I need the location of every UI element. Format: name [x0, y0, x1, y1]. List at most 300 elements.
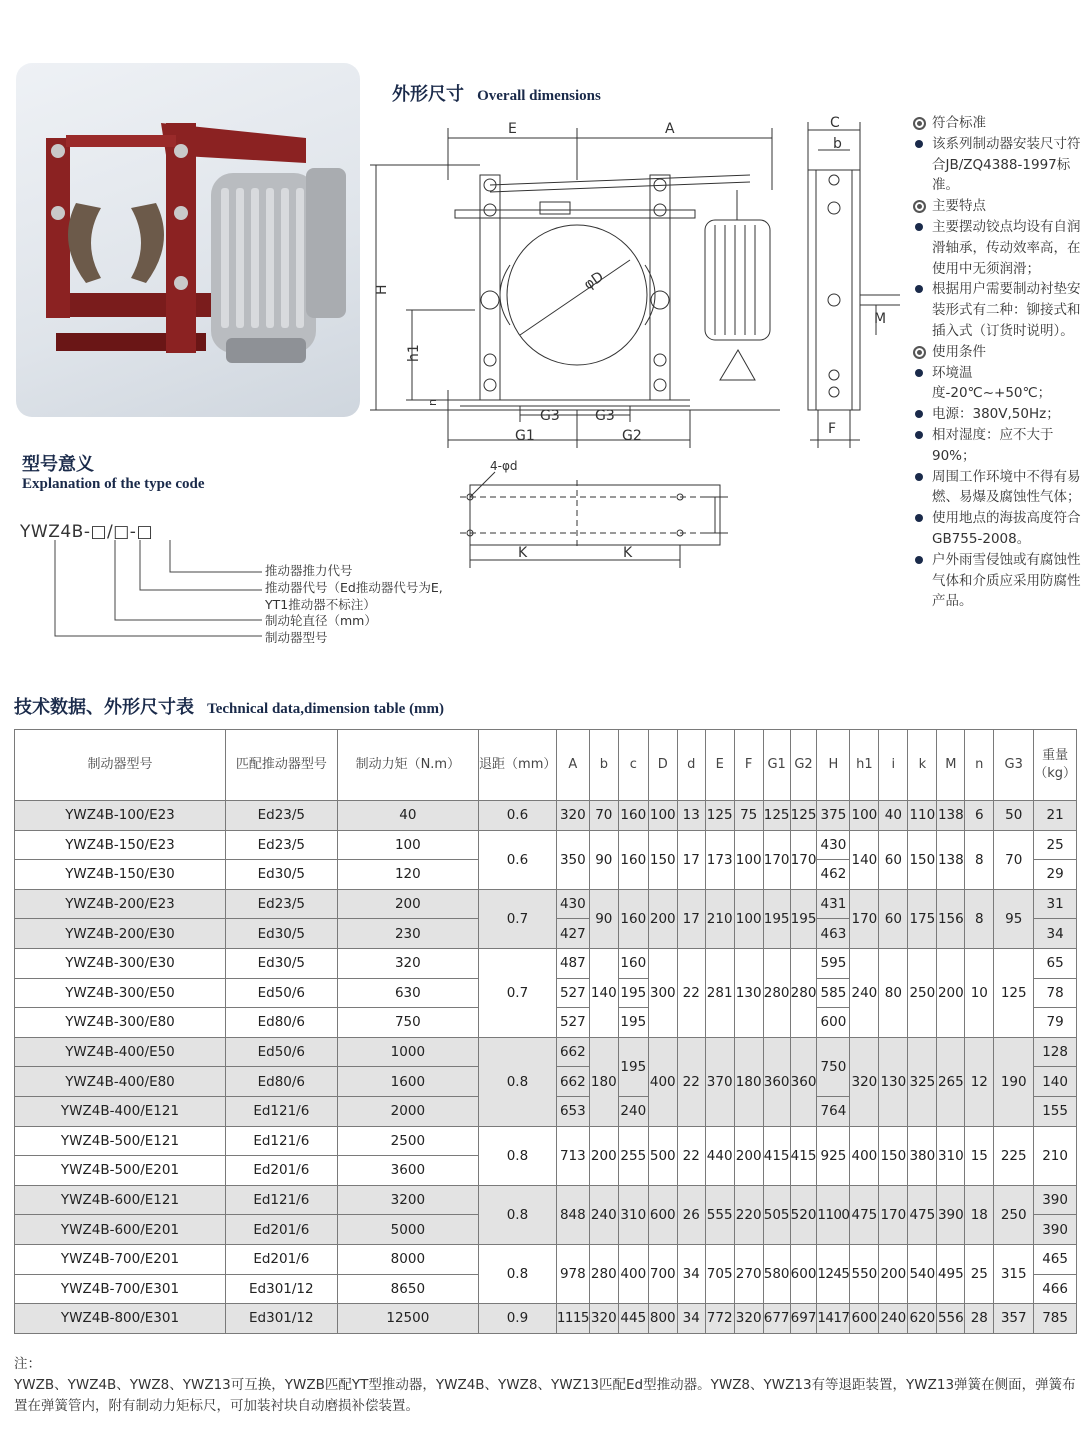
note-item: 相对湿度：应不大于90%； [910, 425, 1086, 467]
torque-cell: 1600 [337, 1067, 478, 1097]
cell-h1: 600 [850, 1304, 879, 1334]
table-row [15, 1185, 1077, 1215]
cell-d: 22 [677, 1037, 705, 1126]
torque-cell: 200 [337, 889, 478, 919]
type-code-leader-lines [20, 540, 270, 645]
cell-D: 600 [648, 1185, 677, 1244]
torque-cell: 8000 [337, 1244, 478, 1274]
cell-k: 380 [908, 1126, 937, 1185]
cell-G3: 250 [994, 1185, 1034, 1244]
model-cell: YWZ4B-200/E23 [15, 889, 226, 919]
model-cell: YWZ4B-200/E30 [15, 919, 226, 949]
note-item: 电源：380V,50Hz； [910, 404, 1086, 425]
weight-cell: 78 [1034, 978, 1077, 1008]
cell-h1: 170 [850, 889, 879, 948]
header-cell: k [908, 730, 937, 801]
cell-F: 270 [734, 1244, 763, 1303]
cell-A: 527 [556, 1008, 589, 1038]
cell-M: 200 [937, 948, 965, 1037]
cell-G3: 315 [994, 1244, 1034, 1303]
label-K2: K [623, 545, 633, 561]
table-row [15, 1037, 1077, 1067]
cell-E: 772 [705, 1304, 734, 1334]
cell-k: 175 [908, 889, 937, 948]
weight-cell: 140 [1034, 1067, 1077, 1097]
torque-cell: 1000 [337, 1037, 478, 1067]
legend-item: YT1推动器不标注） [265, 596, 376, 612]
cell-b: 280 [589, 1244, 618, 1303]
cell-G3: 190 [994, 1037, 1034, 1126]
model-cell: YWZ4B-500/E121 [15, 1126, 226, 1156]
note-item: 户外雨雪侵蚀或有腐蚀性气体和介质应采用防腐性产品。 [910, 550, 1086, 612]
model-cell: YWZ4B-100/E23 [15, 801, 226, 831]
cell-G2: 600 [790, 1244, 817, 1303]
torque-cell: 12500 [337, 1304, 478, 1334]
label-H: H [374, 284, 390, 295]
cell-b: 200 [589, 1126, 618, 1185]
cell-H: 375 [817, 801, 850, 831]
cell-A: 427 [556, 919, 589, 949]
label-G3a: G3 [540, 408, 560, 424]
cell-d: 26 [677, 1185, 705, 1244]
weight-cell: 65 [1034, 948, 1077, 978]
cell-c: 240 [618, 1096, 648, 1126]
header-cell: d [677, 730, 705, 801]
cell-M: 390 [937, 1185, 965, 1244]
torque-cell: 8650 [337, 1274, 478, 1304]
header-cell: 制动器型号 [15, 730, 226, 801]
cell-G3: 50 [994, 801, 1034, 831]
cell-i: 40 [879, 801, 908, 831]
label-G1: G1 [515, 428, 535, 444]
cell-i: 170 [879, 1185, 908, 1244]
clearance-cell: 0.8 [479, 1126, 557, 1185]
cell-M: 556 [937, 1304, 965, 1334]
label-G2: G2 [622, 428, 642, 444]
model-cell: YWZ4B-300/E30 [15, 948, 226, 978]
weight-cell: 785 [1034, 1304, 1077, 1334]
note-item: 环境温度-20℃~+50℃； [910, 363, 1086, 405]
features-notes [910, 113, 1086, 612]
cell-E: 125 [705, 801, 734, 831]
legend-item: 制动轮直径（mm） [265, 613, 377, 629]
cell-G1: 505 [763, 1185, 790, 1244]
weight-cell: 34 [1034, 919, 1077, 949]
cell-k: 325 [908, 1037, 937, 1126]
cell-b: 70 [589, 801, 618, 831]
model-cell: YWZ4B-800/E301 [15, 1304, 226, 1334]
cell-A: 350 [556, 830, 589, 889]
table-title [14, 693, 444, 719]
cell-A: 320 [556, 801, 589, 831]
cell-n: 12 [965, 1037, 994, 1126]
torque-cell: 40 [337, 801, 478, 831]
thruster-cell: Ed30/5 [225, 860, 337, 890]
footnote-label: 注： [14, 1356, 41, 1372]
model-cell: YWZ4B-600/E201 [15, 1215, 226, 1245]
technical-data-table [14, 729, 1077, 1334]
label-M: M [874, 311, 887, 327]
cell-G1: 677 [763, 1304, 790, 1334]
table-title-cn: 技术数据、外形尺寸表 [14, 697, 194, 718]
cell-E: 705 [705, 1244, 734, 1303]
cell-A: 1115 [556, 1304, 589, 1334]
cell-G1: 580 [763, 1244, 790, 1303]
cell-F: 130 [734, 948, 763, 1037]
cell-c: 160 [618, 889, 648, 948]
type-code-title-en: Explanation of the type code [22, 476, 205, 492]
cell-d: 22 [677, 948, 705, 1037]
cell-A: 487 [556, 948, 589, 978]
torque-cell: 100 [337, 830, 478, 860]
cell-b: 240 [589, 1185, 618, 1244]
header-cell: 匹配推动器型号 [225, 730, 337, 801]
cell-H: 1417 [817, 1304, 850, 1334]
cell-G1: 360 [763, 1037, 790, 1126]
cell-H: 1100 [817, 1185, 850, 1244]
cell-G2: 195 [790, 889, 817, 948]
note-heading: 主要特点 [910, 196, 1086, 217]
thruster-cell: Ed80/6 [225, 1067, 337, 1097]
cell-d: 34 [677, 1304, 705, 1334]
header-cell: 重量（kg） [1034, 730, 1077, 801]
clearance-cell: 0.7 [479, 889, 557, 948]
overall-dimensions-title-en: Overall dimensions [477, 88, 601, 104]
thruster-cell: Ed201/6 [225, 1215, 337, 1245]
thruster-cell: Ed80/6 [225, 1008, 337, 1038]
cell-H: 585 [817, 978, 850, 1008]
overall-dimensions-title [392, 80, 601, 106]
weight-cell: 21 [1034, 801, 1077, 831]
torque-cell: 3200 [337, 1185, 478, 1215]
cell-G2: 125 [790, 801, 817, 831]
cell-c: 195 [618, 978, 648, 1008]
cell-M: 138 [937, 830, 965, 889]
weight-cell: 210 [1034, 1126, 1077, 1185]
cell-c: 160 [618, 801, 648, 831]
cell-M: 265 [937, 1037, 965, 1126]
cell-k: 540 [908, 1244, 937, 1303]
model-cell: YWZ4B-300/E50 [15, 978, 226, 1008]
thruster-cell: Ed301/12 [225, 1274, 337, 1304]
cell-k: 150 [908, 830, 937, 889]
cell-G3: 225 [994, 1126, 1034, 1185]
label-h1: h1 [406, 344, 422, 362]
model-cell: YWZ4B-700/E201 [15, 1244, 226, 1274]
cell-k: 475 [908, 1185, 937, 1244]
header-cell: A [556, 730, 589, 801]
cell-G3: 95 [994, 889, 1034, 948]
label-A: A [665, 121, 675, 137]
weight-cell: 128 [1034, 1037, 1077, 1067]
cell-H: 463 [817, 919, 850, 949]
thruster-cell: Ed30/5 [225, 948, 337, 978]
cell-c: 310 [618, 1185, 648, 1244]
label-G3b: G3 [595, 408, 615, 424]
cell-c: 160 [618, 948, 648, 978]
header-cell: D [648, 730, 677, 801]
model-cell: YWZ4B-400/E80 [15, 1067, 226, 1097]
header-cell: E [705, 730, 734, 801]
weight-cell: 390 [1034, 1215, 1077, 1245]
cell-G1: 170 [763, 830, 790, 889]
cell-i: 240 [879, 1304, 908, 1334]
model-cell: YWZ4B-400/E121 [15, 1096, 226, 1126]
cell-b: 140 [589, 948, 618, 1037]
cell-G3: 357 [994, 1304, 1034, 1334]
cell-G2: 697 [790, 1304, 817, 1334]
cell-H: 925 [817, 1126, 850, 1185]
cell-c: 195 [618, 1037, 648, 1096]
clearance-cell: 0.6 [479, 830, 557, 889]
label-holes: 4-φd [490, 459, 518, 473]
clearance-cell: 0.6 [479, 801, 557, 831]
thruster-cell: Ed23/5 [225, 889, 337, 919]
cell-D: 700 [648, 1244, 677, 1303]
cell-d: 13 [677, 801, 705, 831]
cell-E: 281 [705, 948, 734, 1037]
cell-A: 653 [556, 1096, 589, 1126]
weight-cell: 390 [1034, 1185, 1077, 1215]
thruster-cell: Ed201/6 [225, 1244, 337, 1274]
cell-A: 662 [556, 1067, 589, 1097]
table-row [15, 1304, 1077, 1334]
torque-cell: 3600 [337, 1156, 478, 1186]
type-code: YWZ4B-□/□-□ [20, 522, 153, 542]
thruster-cell: Ed23/5 [225, 801, 337, 831]
header-cell: i [879, 730, 908, 801]
torque-cell: 750 [337, 1008, 478, 1038]
label-F: F [828, 421, 837, 437]
header-cell: G2 [790, 730, 817, 801]
legend-item: 制动器型号 [265, 630, 328, 646]
cell-i: 200 [879, 1244, 908, 1303]
thruster-cell: Ed301/12 [225, 1304, 337, 1334]
clearance-cell: 0.8 [479, 1185, 557, 1244]
cell-b: 320 [589, 1304, 618, 1334]
cell-G2: 170 [790, 830, 817, 889]
cell-G3: 70 [994, 830, 1034, 889]
cell-h1: 550 [850, 1244, 879, 1303]
label-phiD: φD [581, 268, 607, 294]
cell-i: 130 [879, 1037, 908, 1126]
model-cell: YWZ4B-150/E30 [15, 860, 226, 890]
model-cell: YWZ4B-150/E23 [15, 830, 226, 860]
thruster-cell: Ed50/6 [225, 1037, 337, 1067]
cell-M: 495 [937, 1244, 965, 1303]
cell-F: 100 [734, 830, 763, 889]
cell-D: 200 [648, 889, 677, 948]
torque-cell: 2500 [337, 1126, 478, 1156]
cell-F: 220 [734, 1185, 763, 1244]
dimension-drawing [360, 110, 900, 580]
header-cell: M [937, 730, 965, 801]
overall-dimensions-title-cn: 外形尺寸 [392, 84, 464, 105]
note-item: 主要摆动铰点均设有自润滑轴承，传动效率高，在使用中无须润滑； [910, 217, 1086, 279]
table-row [15, 1244, 1077, 1274]
cell-E: 173 [705, 830, 734, 889]
weight-cell: 155 [1034, 1096, 1077, 1126]
cell-D: 150 [648, 830, 677, 889]
cell-M: 156 [937, 889, 965, 948]
note-heading: 使用条件 [910, 342, 1086, 363]
header-cell: 退距（mm） [479, 730, 557, 801]
cell-h1: 400 [850, 1126, 879, 1185]
cell-d: 17 [677, 830, 705, 889]
cell-d: 22 [677, 1126, 705, 1185]
cell-c: 255 [618, 1126, 648, 1185]
cell-H: 431 [817, 889, 850, 919]
weight-cell: 31 [1034, 889, 1077, 919]
cell-D: 300 [648, 948, 677, 1037]
note-item: 该系列制动器安装尺寸符合JB/ZQ4388-1997标准。 [910, 134, 1086, 196]
model-cell: YWZ4B-700/E301 [15, 1274, 226, 1304]
cell-k: 620 [908, 1304, 937, 1334]
cell-b: 90 [589, 830, 618, 889]
cell-G2: 360 [790, 1037, 817, 1126]
cell-D: 100 [648, 801, 677, 831]
torque-cell: 5000 [337, 1215, 478, 1245]
cell-E: 440 [705, 1126, 734, 1185]
cell-F: 320 [734, 1304, 763, 1334]
table-row [15, 948, 1077, 978]
thruster-cell: Ed121/6 [225, 1126, 337, 1156]
cell-h1: 240 [850, 948, 879, 1037]
torque-cell: 630 [337, 978, 478, 1008]
table-title-en: Technical data,dimension table (mm) [207, 701, 445, 717]
table-row [15, 889, 1077, 919]
clearance-cell: 0.9 [479, 1304, 557, 1334]
cell-H: 750 [817, 1037, 850, 1096]
cell-A: 848 [556, 1185, 589, 1244]
note-item: 周围工作环境中不得有易燃、易爆及腐蚀性气体； [910, 467, 1086, 509]
weight-cell: 466 [1034, 1274, 1077, 1304]
cell-i: 60 [879, 830, 908, 889]
table-row [15, 801, 1077, 831]
cell-D: 800 [648, 1304, 677, 1334]
clearance-cell: 0.7 [479, 948, 557, 1037]
thruster-cell: Ed23/5 [225, 830, 337, 860]
clearance-cell: 0.8 [479, 1037, 557, 1126]
cell-E: 555 [705, 1185, 734, 1244]
type-code-legend [265, 563, 443, 647]
cell-h1: 140 [850, 830, 879, 889]
note-heading: 符合标准 [910, 113, 1086, 134]
model-cell: YWZ4B-400/E50 [15, 1037, 226, 1067]
header-cell: 制动力矩（N.m） [337, 730, 478, 801]
cell-H: 430 [817, 830, 850, 860]
legend-item: 推动器代号（Ed推动器代号为E, [265, 579, 443, 595]
table-header-row [15, 730, 1077, 801]
cell-E: 370 [705, 1037, 734, 1126]
type-code-title-cn: 型号意义 [22, 454, 94, 475]
cell-A: 978 [556, 1244, 589, 1303]
cell-c: 445 [618, 1304, 648, 1334]
cell-n: 18 [965, 1185, 994, 1244]
cell-G3: 125 [994, 948, 1034, 1037]
header-cell: n [965, 730, 994, 801]
model-cell: YWZ4B-500/E201 [15, 1156, 226, 1186]
thruster-cell: Ed121/6 [225, 1096, 337, 1126]
cell-c: 160 [618, 830, 648, 889]
label-K1: K [518, 545, 528, 561]
cell-G1: 195 [763, 889, 790, 948]
header-cell: G1 [763, 730, 790, 801]
cell-h1: 475 [850, 1185, 879, 1244]
torque-cell: 230 [337, 919, 478, 949]
note-item: 使用地点的海拔高度符合GB755-2008。 [910, 508, 1086, 550]
cell-k: 250 [908, 948, 937, 1037]
label-E: E [508, 121, 517, 137]
cell-D: 400 [648, 1037, 677, 1126]
header-cell: G3 [994, 730, 1034, 801]
weight-cell: 465 [1034, 1244, 1077, 1274]
cell-h1: 100 [850, 801, 879, 831]
cell-H: 1245 [817, 1244, 850, 1303]
cell-b: 180 [589, 1037, 618, 1126]
cell-H: 764 [817, 1096, 850, 1126]
brake-illustration [16, 63, 360, 417]
torque-cell: 320 [337, 948, 478, 978]
header-cell: h1 [850, 730, 879, 801]
cell-A: 713 [556, 1126, 589, 1185]
cell-G2: 520 [790, 1185, 817, 1244]
clearance-cell: 0.8 [479, 1244, 557, 1303]
cell-D: 500 [648, 1126, 677, 1185]
weight-cell: 25 [1034, 830, 1077, 860]
cell-A: 430 [556, 889, 589, 919]
cell-c: 400 [618, 1244, 648, 1303]
cell-G2: 280 [790, 948, 817, 1037]
thruster-cell: Ed121/6 [225, 1185, 337, 1215]
cell-n: 8 [965, 889, 994, 948]
label-b: b [833, 136, 842, 152]
header-cell: c [618, 730, 648, 801]
cell-A: 527 [556, 978, 589, 1008]
cell-G2: 415 [790, 1126, 817, 1185]
cell-c: 195 [618, 1008, 648, 1038]
thruster-cell: Ed30/5 [225, 919, 337, 949]
weight-cell: 79 [1034, 1008, 1077, 1038]
cell-d: 34 [677, 1244, 705, 1303]
header-cell: b [589, 730, 618, 801]
torque-cell: 120 [337, 860, 478, 890]
note-item: 根据用户需要制动衬垫安装形式有二种：铆接式和插入式（订货时说明）。 [910, 279, 1086, 341]
cell-H: 600 [817, 1008, 850, 1038]
cell-H: 462 [817, 860, 850, 890]
table-row [15, 1126, 1077, 1156]
footnote [14, 1354, 1077, 1417]
footnote-text: YWZB、YWZ4B、YWZ8、YWZ13可互换，YWZB匹配YT型推动器，YWZ4B、YWZ8、YWZ13匹配Ed型推动器。YWZ8、YWZ13有等退距装置，YWZ13弹簧在侧面，弹簧布置在弹簧管内，附有制动力矩标尺，可加装衬块自动磨损补偿装置。 [14, 1377, 1076, 1414]
cell-F: 200 [734, 1126, 763, 1185]
cell-b: 90 [589, 889, 618, 948]
table-row [15, 830, 1077, 860]
cell-n: 25 [965, 1244, 994, 1303]
thruster-cell: Ed50/6 [225, 978, 337, 1008]
cell-n: 15 [965, 1126, 994, 1185]
cell-H: 595 [817, 948, 850, 978]
cell-A: 662 [556, 1037, 589, 1067]
label-C: C [830, 115, 840, 131]
cell-i: 60 [879, 889, 908, 948]
weight-cell: 29 [1034, 860, 1077, 890]
cell-n: 10 [965, 948, 994, 1037]
header-cell: F [734, 730, 763, 801]
cell-i: 150 [879, 1126, 908, 1185]
legend-item: 推动器推力代号 [265, 563, 353, 578]
model-cell: YWZ4B-600/E121 [15, 1185, 226, 1215]
cell-n: 28 [965, 1304, 994, 1334]
